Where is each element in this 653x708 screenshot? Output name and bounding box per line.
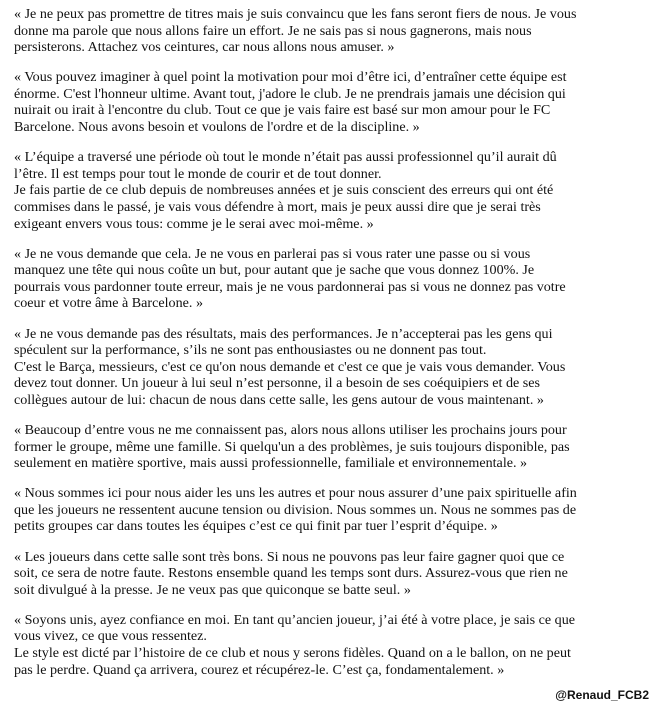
text-line: nuirait ou irait à l'encontre du club. Tout ce que je vais faire est basé sur mon amour pour le FC — [14, 102, 551, 119]
text-line: C'est le Barça, messieurs, c'est ce qu'on nous demande et c'est ce que je vais vous demander. Vous — [14, 358, 566, 375]
quote-paragraph-5 — [14, 326, 644, 409]
text-line: « Nous sommes ici pour nous aider les uns les autres et pour nous assurer d’une paix spirituelle afin — [14, 485, 577, 502]
text-line: vous vivez, ce que vous ressentez. — [14, 628, 207, 645]
text-line: persisterons. Attachez vos ceintures, car nous allons nous amuser. » — [14, 39, 395, 56]
quote-paragraph-2 — [14, 69, 644, 135]
quote-paragraph-4 — [14, 246, 644, 312]
text-line: donne ma parole que nous allons faire un effort. Je ne sais pas si nous gagnerons, mais nous — [14, 22, 532, 39]
text-line: « Je ne peux pas promettre de titres mais je suis convaincu que les fans seront fiers de nous. Je vous — [14, 6, 577, 22]
text-line: « Les joueurs dans cette salle sont très bons. Si nous ne pouvons pas leur faire gagner quoi que ce — [14, 548, 565, 565]
text-line: Le style est dicté par l’histoire de ce club et nous y serons fidèles. Quand on a le ballon, on ne peut — [14, 645, 571, 661]
text-line: petits groupes car dans toutes les équipes c’est ce qui finit par tuer l’esprit d’équipe. » — [14, 518, 498, 535]
text-line: « Beaucoup d’entre vous ne me connaissent pas, alors nous allons utiliser les prochains jours pour — [14, 421, 567, 438]
text-line: soit divulgué à la presse. Je ne veux pas que quiconque se batte seul. » — [14, 581, 411, 598]
text-line: soit, ce sera de notre faute. Restons ensemble quand les temps sont durs. Assurez-vous que rien ne — [14, 565, 568, 582]
quote-paragraph-9 — [14, 612, 644, 678]
text-line: « Vous pouvez imaginer à quel point la motivation pour moi d’être ici, d’entraîner cette équipe est — [14, 69, 567, 86]
text-line: « Je ne vous demande que cela. Je ne vous en parlerai pas si vous rater une passe ou si vous — [14, 245, 531, 262]
text-line: manquez une tête qui nous coûte un but, pour autant que je sache que vous donnez 100%. Je — [14, 262, 535, 279]
text-line: « Je ne vous demande pas des résultats, mais des performances. Je n’accepterai pas les gens qui — [14, 325, 553, 342]
quote-paragraph-3 — [14, 149, 644, 232]
text-line: seulement en matière sportive, mais aussi professionnelle, familiale et environnementale. » — [14, 455, 528, 472]
text-line: former le groupe, même une famille. Si quelqu'un a des problèmes, je suis toujours disponible, pas — [14, 438, 570, 455]
quote-document — [14, 6, 644, 692]
text-line: l’être. Il est temps pour tout le monde de courir et de tout donner. — [14, 165, 382, 182]
author-credit: @Renaud_FCB2 — [555, 688, 649, 702]
text-line: spéculent sur la performance, s’ils ne sont pas enthousiastes ou ne donnent pas tout. — [14, 342, 487, 359]
text-line: devez tout donner. Un joueur à lui seul n’est personne, il a besoin de ses coéquipiers et de ses — [14, 375, 541, 392]
quote-paragraph-1 — [14, 6, 644, 56]
text-line: collègues autour de lui: chacun de nous dans cette salle, les gens autour de vous maintenant. » — [14, 391, 544, 408]
text-line: Je fais partie de ce club depuis de nombreuses années et je suis conscient des erreurs qui ont été — [14, 182, 554, 199]
text-line: Barcelone. Nous avons besoin et voulons de l'ordre et de la discipline. » — [14, 119, 420, 136]
text-line: que les joueurs ne ressentent aucune tension ou division. Nous sommes un. Nous ne sommes pas de — [14, 501, 577, 518]
text-line: exigeant envers vous tous: comme je le serai avec moi-même. » — [14, 215, 374, 232]
text-line: commises dans le passé, je vais vous défendre à mort, mais je peux aussi dire que je serai très — [14, 198, 541, 215]
text-line: « L’équipe a traversé une période où tout le monde n’était pas aussi professionnel qu’il aurait dû — [14, 149, 557, 166]
text-line: énorme. C'est l'honneur ultime. Avant tout, j'adore le club. Je ne prendrais jamais une décision qui — [14, 85, 566, 102]
text-line: pas le perdre. Quand ça arrivera, courez et récupérez-le. C’est ça, fondamentalement. » — [14, 661, 505, 678]
text-line: « Soyons unis, ayez confiance en moi. En tant qu’ancien joueur, j’ai été à votre place, je sais ce que — [14, 611, 576, 628]
quote-paragraph-6 — [14, 422, 644, 472]
quote-paragraph-7 — [14, 485, 644, 535]
text-line: pourrais vous pardonner toute erreur, mais je ne vous pardonnerai pas si vous ne donnez pas votre — [14, 278, 566, 295]
text-line: coeur et votre âme à Barcelone. » — [14, 295, 203, 312]
quote-paragraph-8 — [14, 549, 644, 599]
